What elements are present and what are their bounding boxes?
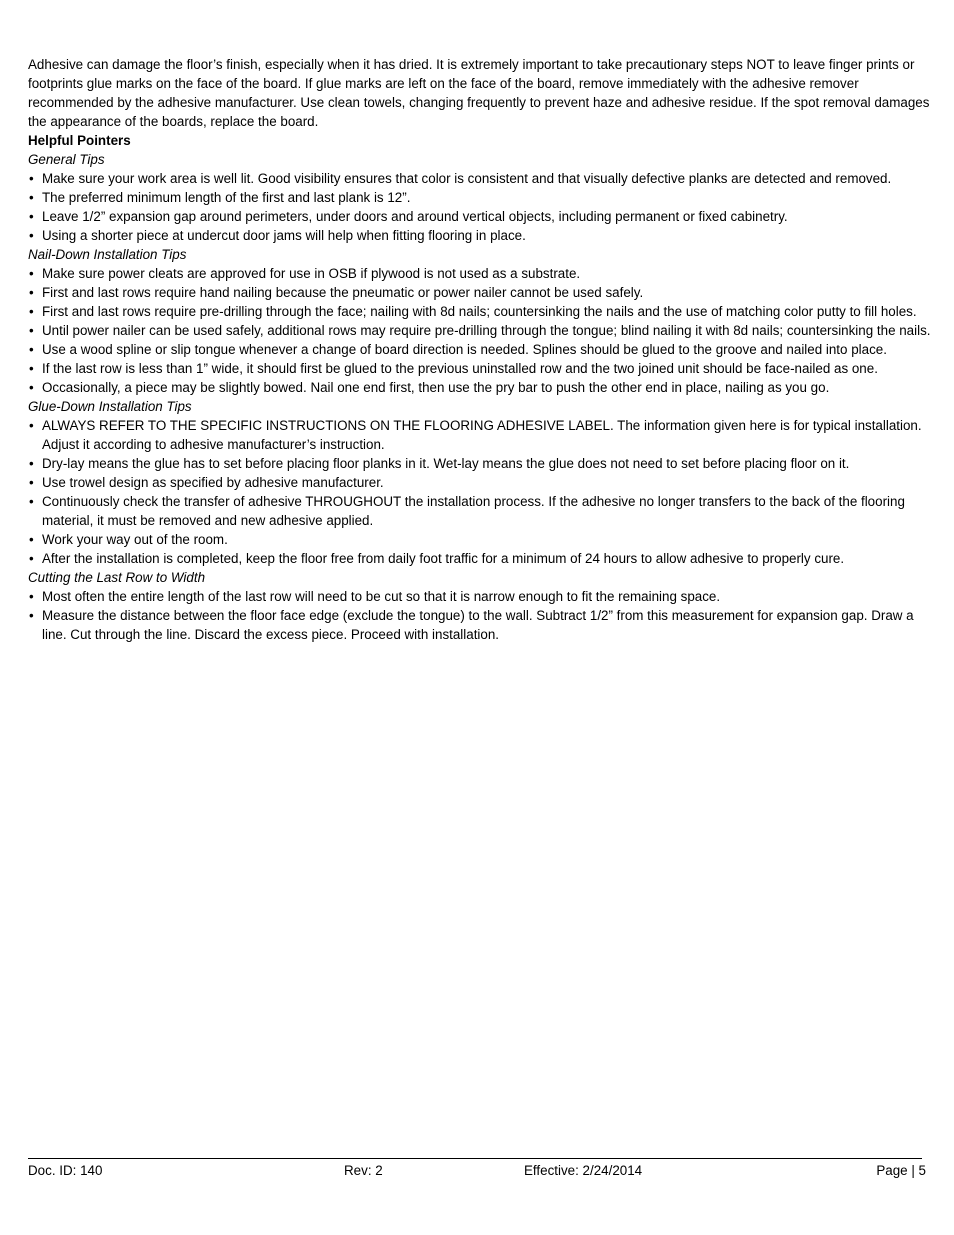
list-item: • Dry-lay means the glue has to set before placing floor planks in it. Wet-lay means the glue does not need to set before placing floor on it.	[29, 456, 850, 471]
bullet-icon: •	[29, 456, 34, 471]
bullet-icon: •	[29, 551, 34, 566]
list-item: • Use trowel design as specified by adhesive manufacturer.	[29, 475, 384, 490]
list-item: • ALWAYS REFER TO THE SPECIFIC INSTRUCTIONS ON THE FLOORING ADHESIVE LABEL. The information given here is for typical installation. Adjust it according to adhesive manufacturer’s instruction.	[29, 418, 922, 452]
general-tips-list	[28, 169, 934, 245]
bullet-icon: •	[29, 475, 34, 490]
bullet-icon: •	[29, 304, 34, 319]
bullet-icon: •	[29, 342, 34, 357]
list-item: • If the last row is less than 1” wide, it should first be glued to the previous uninstalled row and the two joined unit should be face-nailed as one.	[29, 361, 878, 376]
list-item: • Continuously check the transfer of adhesive THROUGHOUT the installation process. If the adhesive no longer transfers to the back of the flooring material, it must be removed and new adhesive applied.	[29, 494, 905, 528]
document-body	[28, 55, 934, 644]
list-item: • Most often the entire length of the last row will need to be cut so that it is narrow enough to fit the remaining space.	[29, 589, 721, 604]
bullet-icon: •	[29, 532, 34, 547]
list-item: • Using a shorter piece at undercut door jams will help when fitting flooring in place.	[29, 228, 526, 243]
list-item: • The preferred minimum length of the first and last plank is 12”.	[29, 190, 411, 205]
intro-paragraph: Adhesive can damage the floor’s finish, especially when it has dried. It is extremely important to take precautionary steps NOT to leave finger prints or footprints glue marks on the face of the board. If glue marks are left on the face of the board, remove immediately with the adhesive remover recommended by the adhesive manufacturer. Use clean towels, changing frequently to prevent haze and adhesive residue. If the spot removal damages the appearance of the boards, replace the board.	[28, 57, 930, 129]
bullet-icon: •	[29, 209, 34, 224]
list-item: • Leave 1/2” expansion gap around perimeters, under doors and around vertical objects, including permanent or fixed cabinetry.	[29, 209, 788, 224]
bullet-icon: •	[29, 589, 34, 604]
list-item: • First and last rows require hand nailing because the pneumatic or power nailer cannot be used safely.	[29, 285, 644, 300]
bullet-icon: •	[29, 380, 34, 395]
list-item: • First and last rows require pre-drilling through the face; nailing with 8d nails; countersinking the nails and the use of matching color putty to fill holes.	[29, 304, 917, 319]
list-item: • Occasionally, a piece may be slightly bowed. Nail one end first, then use the pry bar to push the other end in place, nailing as you go.	[29, 380, 830, 395]
nail-down-tips-heading: Nail-Down Installation Tips	[28, 247, 187, 262]
bullet-icon: •	[29, 494, 34, 509]
list-item: • Measure the distance between the floor face edge (exclude the tongue) to the wall. Subtract 1/2” from this measurement for expansion gap. Draw a line. Cut through the line. Discard the excess piece. Proceed with installation.	[29, 608, 914, 642]
cutting-tips-list	[28, 587, 934, 644]
bullet-icon: •	[29, 171, 34, 186]
nail-down-tips-list	[28, 264, 934, 397]
bullet-icon: •	[29, 285, 34, 300]
footer-page-number: Page | 5	[876, 1163, 926, 1178]
bullet-icon: •	[29, 190, 34, 205]
bullet-icon: •	[29, 608, 34, 623]
section-heading: Helpful Pointers	[28, 133, 131, 148]
cutting-tips-heading: Cutting the Last Row to Width	[28, 570, 206, 585]
list-item: • Make sure your work area is well lit. Good visibility ensures that color is consistent and that visually defective planks are detected and removed.	[29, 171, 892, 186]
page-footer	[28, 1158, 926, 1181]
footer-doc-id: Doc. ID: 140	[28, 1163, 103, 1178]
list-item: • Work your way out of the room.	[29, 532, 228, 547]
bullet-icon: •	[29, 266, 34, 281]
footer-revision: Rev: 2	[344, 1163, 383, 1178]
bullet-icon: •	[29, 323, 34, 338]
bullet-icon: •	[29, 361, 34, 376]
glue-down-tips-list	[28, 416, 934, 568]
list-item: • Use a wood spline or slip tongue whenever a change of board direction is needed. Splines should be glued to the groove and nailed into place.	[29, 342, 887, 357]
bullet-icon: •	[29, 418, 34, 433]
glue-down-tips-heading: Glue-Down Installation Tips	[28, 399, 192, 414]
list-item: • Make sure power cleats are approved for use in OSB if plywood is not used as a substrate.	[29, 266, 581, 281]
list-item: • Until power nailer can be used safely, additional rows may require pre-drilling through the tongue; blind nailing it with 8d nails; countersinking the nails.	[29, 323, 931, 338]
general-tips-heading: General Tips	[28, 152, 105, 167]
list-item: • After the installation is completed, keep the floor free from daily foot traffic for a minimum of 24 hours to allow adhesive to properly cure.	[29, 551, 845, 566]
bullet-icon: •	[29, 228, 34, 243]
footer-effective-date: Effective: 2/24/2014	[524, 1163, 643, 1178]
